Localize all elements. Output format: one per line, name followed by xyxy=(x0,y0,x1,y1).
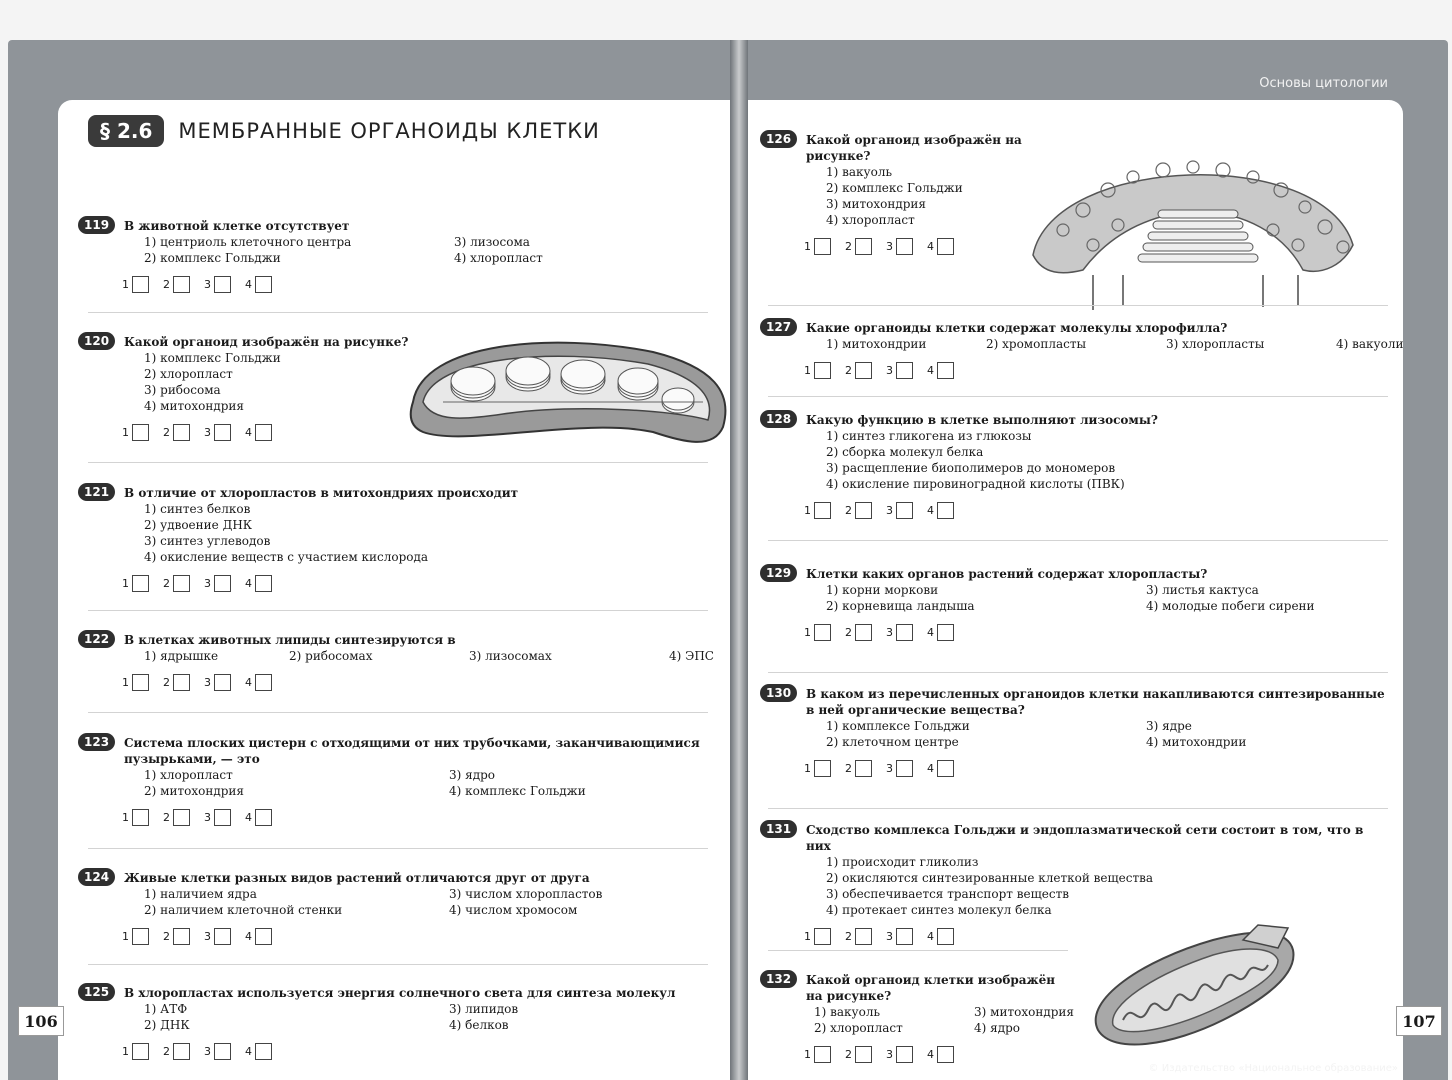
option: 4) вакуоли xyxy=(1336,337,1404,351)
answer-boxes xyxy=(804,502,1390,519)
option: 4) протекает синтез молекул белка xyxy=(826,903,1052,917)
answer-label: 1 xyxy=(122,930,129,943)
answer-label: 1 xyxy=(804,240,811,253)
answer-checkbox-2[interactable] xyxy=(173,1043,190,1060)
answer-label: 4 xyxy=(245,1045,252,1058)
answer-label: 3 xyxy=(204,930,211,943)
divider xyxy=(88,848,708,849)
book-gutter xyxy=(730,40,748,1080)
option: 3) митохондрия xyxy=(974,1005,1074,1019)
answer-boxes xyxy=(804,760,1390,777)
answer-label: 2 xyxy=(845,240,852,253)
option: 3) обеспечивается транспорт веществ xyxy=(826,887,1069,901)
answer-label: 4 xyxy=(245,426,252,439)
question-text: Какую функцию в клетке выполняют лизосомы? xyxy=(806,413,1158,427)
option: 1) центриоль клеточного центра xyxy=(144,235,352,249)
answer-checkbox-4[interactable] xyxy=(255,674,272,691)
option: 3) рибосома xyxy=(144,383,221,397)
question-text: Сходство комплекса Гольджи и эндоплазматической сети состоит в том, что в них xyxy=(806,823,1364,853)
answer-checkbox-3[interactable] xyxy=(214,575,231,592)
option: 3) лизосома xyxy=(454,235,530,249)
question-121 xyxy=(78,485,718,592)
answer-label: 3 xyxy=(886,930,893,943)
answer-label: 4 xyxy=(927,626,934,639)
question-number: 132 xyxy=(760,970,797,988)
answer-checkbox-4[interactable] xyxy=(937,502,954,519)
option: 1) наличием ядра xyxy=(144,887,257,901)
option: 4) белков xyxy=(449,1018,509,1032)
answer-label: 4 xyxy=(927,1048,934,1061)
answer-label: 3 xyxy=(204,426,211,439)
option: 3) хлоропласты xyxy=(1166,337,1265,351)
answer-label: 1 xyxy=(122,811,129,824)
option: 3) числом хлоропластов xyxy=(449,887,603,901)
option: 2) окисляются синтезированные клеткой вещества xyxy=(826,871,1154,885)
option: 4) молодые побеги сирени xyxy=(1146,599,1315,613)
answer-label: 4 xyxy=(245,278,252,291)
option: 4) числом хромосом xyxy=(449,903,578,917)
question-text: Система плоских цистерн с отходящими от них трубочками, заканчивающимися пузырьками, — это xyxy=(124,736,700,766)
answer-boxes xyxy=(804,238,1030,255)
question-text: Клетки каких органов растений содержат хлоропласты? xyxy=(806,567,1208,581)
answer-checkbox-2[interactable] xyxy=(855,362,872,379)
answer-label: 4 xyxy=(927,762,934,775)
divider xyxy=(88,712,708,713)
answer-label: 1 xyxy=(804,504,811,517)
question-number: 130 xyxy=(760,684,797,702)
answer-label: 4 xyxy=(927,930,934,943)
left-page-content xyxy=(58,100,730,1080)
answer-label: 2 xyxy=(845,762,852,775)
answer-boxes xyxy=(122,424,418,441)
answer-boxes xyxy=(122,674,718,691)
question-text: Какой органоид клетки изображён на рисунке? xyxy=(806,973,1056,1003)
divider xyxy=(768,672,1388,673)
option: 2) рибосомах xyxy=(289,649,373,663)
option: 2) удвоение ДНК xyxy=(144,518,253,532)
section-header xyxy=(88,115,600,147)
option: 4) окисление веществ с участием кислорода xyxy=(144,550,429,564)
answer-label: 3 xyxy=(886,626,893,639)
answer-checkbox-3[interactable] xyxy=(896,760,913,777)
answer-checkbox-2[interactable] xyxy=(855,928,872,945)
question-128 xyxy=(760,412,1390,519)
answer-label: 2 xyxy=(845,626,852,639)
answer-checkbox-3[interactable] xyxy=(214,424,231,441)
answer-label: 1 xyxy=(122,1045,129,1058)
answer-label: 3 xyxy=(204,676,211,689)
answer-checkbox-2[interactable] xyxy=(855,760,872,777)
question-number: 124 xyxy=(78,868,115,886)
answer-checkbox-4[interactable] xyxy=(255,1043,272,1060)
question-127 xyxy=(760,320,1404,379)
option: 2) хромопласты xyxy=(986,337,1087,351)
question-number: 126 xyxy=(760,130,797,148)
option: 1) синтез гликогена из глюкозы xyxy=(826,429,1032,443)
answer-label: 2 xyxy=(163,676,170,689)
answer-boxes xyxy=(122,809,718,826)
answer-checkbox-2[interactable] xyxy=(855,502,872,519)
question-126 xyxy=(760,132,1030,255)
answer-checkbox-1[interactable] xyxy=(814,502,831,519)
question-number: 123 xyxy=(78,733,115,751)
answer-label: 3 xyxy=(886,240,893,253)
answer-checkbox-3[interactable] xyxy=(896,1046,913,1063)
answer-checkbox-4[interactable] xyxy=(937,362,954,379)
answer-checkbox-3[interactable] xyxy=(896,624,913,641)
option: 4) митохондрия xyxy=(144,399,244,413)
answer-label: 1 xyxy=(122,278,129,291)
option: 1) АТФ xyxy=(144,1002,188,1016)
option: 2) сборка молекул белка xyxy=(826,445,984,459)
answer-label: 3 xyxy=(204,577,211,590)
publisher-imprint: © Издательство «Национальное образование» xyxy=(1148,1063,1398,1074)
question-number: 131 xyxy=(760,820,797,838)
answer-label: 2 xyxy=(163,577,170,590)
mitochondrion-illustration xyxy=(1083,920,1303,1060)
question-number: 128 xyxy=(760,410,797,428)
option: 3) липидов xyxy=(449,1002,519,1016)
answer-checkbox-2[interactable] xyxy=(173,928,190,945)
answer-checkbox-3[interactable] xyxy=(214,1043,231,1060)
answer-checkbox-4[interactable] xyxy=(937,928,954,945)
divider xyxy=(768,305,1388,306)
divider xyxy=(768,396,1388,397)
page-number: 106 xyxy=(18,1006,64,1036)
question-119 xyxy=(78,218,718,293)
option: 4) хлоропласт xyxy=(826,213,915,227)
option: 4) митохондрии xyxy=(1146,735,1247,749)
option: 2) ДНК xyxy=(144,1018,190,1032)
option: 3) лизосомах xyxy=(469,649,552,663)
answer-checkbox-1[interactable] xyxy=(132,424,149,441)
answer-label: 1 xyxy=(122,577,129,590)
answer-boxes xyxy=(122,575,718,592)
question-text: В отличие от хлоропластов в митохондриях происходит xyxy=(124,486,519,500)
answer-checkbox-4[interactable] xyxy=(937,238,954,255)
answer-label: 1 xyxy=(804,1048,811,1061)
question-text: Какие органоиды клетки содержат молекулы хлорофилла? xyxy=(806,321,1228,335)
option: 3) ядро xyxy=(449,768,495,782)
option: 2) наличием клеточной стенки xyxy=(144,903,343,917)
question-text: Живые клетки разных видов растений отличаются друг от друга xyxy=(124,871,590,885)
section-badge: § 2.6 xyxy=(88,115,164,147)
answer-label: 1 xyxy=(804,762,811,775)
left-page xyxy=(8,40,730,1080)
question-123 xyxy=(78,735,718,826)
answer-label: 4 xyxy=(245,930,252,943)
answer-label: 2 xyxy=(845,930,852,943)
answer-boxes xyxy=(122,928,718,945)
divider xyxy=(88,610,708,611)
option: 2) хлоропласт xyxy=(144,367,233,381)
answer-label: 2 xyxy=(845,364,852,377)
option: 1) вакуоль xyxy=(826,165,892,179)
answer-checkbox-3[interactable] xyxy=(896,928,913,945)
answer-boxes xyxy=(122,1043,718,1060)
question-text: Какой органоид изображён на рисунке? xyxy=(124,335,409,349)
answer-checkbox-3[interactable] xyxy=(896,502,913,519)
answer-label: 2 xyxy=(845,1048,852,1061)
question-number: 121 xyxy=(78,483,115,501)
option: 1) митохондрии xyxy=(826,337,927,351)
divider xyxy=(88,964,708,965)
option: 2) комплекс Гольджи xyxy=(144,251,281,265)
answer-label: 1 xyxy=(804,364,811,377)
answer-checkbox-4[interactable] xyxy=(937,624,954,641)
answer-checkbox-4[interactable] xyxy=(937,760,954,777)
question-number: 127 xyxy=(760,318,797,336)
option: 1) хлоропласт xyxy=(144,768,233,782)
question-130 xyxy=(760,686,1390,777)
divider xyxy=(768,540,1388,541)
answer-checkbox-2[interactable] xyxy=(173,424,190,441)
answer-label: 3 xyxy=(204,1045,211,1058)
question-125 xyxy=(78,985,718,1060)
option: 2) митохондрия xyxy=(144,784,244,798)
question-number: 129 xyxy=(760,564,797,582)
answer-label: 1 xyxy=(122,426,129,439)
answer-checkbox-1[interactable] xyxy=(132,928,149,945)
divider xyxy=(768,950,1068,951)
answer-label: 4 xyxy=(245,577,252,590)
answer-checkbox-2[interactable] xyxy=(855,238,872,255)
answer-checkbox-4[interactable] xyxy=(255,809,272,826)
option: 2) комплекс Гольджи xyxy=(826,181,963,195)
answer-label: 1 xyxy=(804,626,811,639)
question-text: В клетках животных липиды синтезируются в xyxy=(124,633,456,647)
answer-label: 3 xyxy=(204,811,211,824)
option: 3) синтез углеводов xyxy=(144,534,271,548)
question-129 xyxy=(760,566,1390,641)
option: 3) листья кактуса xyxy=(1146,583,1259,597)
answer-checkbox-3[interactable] xyxy=(214,928,231,945)
answer-boxes xyxy=(804,624,1390,641)
page-number: 107 xyxy=(1396,1006,1442,1036)
question-124 xyxy=(78,870,718,945)
answer-checkbox-2[interactable] xyxy=(173,276,190,293)
question-text: В каком из перечисленных органоидов клетки накапливаются синтезированные в ней органические вещества? xyxy=(806,687,1385,717)
answer-checkbox-1[interactable] xyxy=(132,674,149,691)
answer-label: 3 xyxy=(886,762,893,775)
divider xyxy=(768,808,1388,809)
option: 1) комплекс Гольджи xyxy=(144,351,281,365)
answer-checkbox-1[interactable] xyxy=(132,1043,149,1060)
option: 1) комплексе Гольджи xyxy=(826,719,970,733)
answer-checkbox-3[interactable] xyxy=(214,276,231,293)
running-head: Основы цитологии xyxy=(1259,76,1388,91)
question-122 xyxy=(78,632,718,691)
option: 4) ЭПС xyxy=(669,649,714,663)
divider xyxy=(88,312,708,313)
option: 4) хлоропласт xyxy=(454,251,543,265)
option: 2) клеточном центре xyxy=(826,735,959,749)
answer-checkbox-1[interactable] xyxy=(814,624,831,641)
answer-checkbox-1[interactable] xyxy=(132,276,149,293)
answer-checkbox-1[interactable] xyxy=(814,362,831,379)
chloroplast-illustration xyxy=(403,332,730,452)
answer-label: 4 xyxy=(927,240,934,253)
option: 1) корни моркови xyxy=(826,583,939,597)
option: 3) ядре xyxy=(1146,719,1192,733)
section-title: МЕМБРАННЫЕ ОРГАНОИДЫ КЛЕТКИ xyxy=(178,119,600,143)
answer-checkbox-4[interactable] xyxy=(255,424,272,441)
answer-label: 1 xyxy=(804,930,811,943)
answer-label: 3 xyxy=(886,504,893,517)
answer-label: 2 xyxy=(163,278,170,291)
answer-checkbox-4[interactable] xyxy=(255,928,272,945)
answer-label: 3 xyxy=(204,278,211,291)
answer-label: 4 xyxy=(927,364,934,377)
question-number: 120 xyxy=(78,332,115,350)
answer-checkbox-3[interactable] xyxy=(896,238,913,255)
question-number: 119 xyxy=(78,216,115,234)
option: 1) ядрышке xyxy=(144,649,219,663)
answer-label: 1 xyxy=(122,676,129,689)
question-text: Какой органоид изображён на рисунке? xyxy=(806,133,1022,163)
answer-label: 4 xyxy=(245,811,252,824)
answer-checkbox-4[interactable] xyxy=(255,575,272,592)
answer-label: 4 xyxy=(245,676,252,689)
question-text: В животной клетке отсутствует xyxy=(124,219,350,233)
answer-checkbox-2[interactable] xyxy=(173,674,190,691)
answer-label: 2 xyxy=(163,811,170,824)
answer-boxes xyxy=(122,276,718,293)
answer-boxes xyxy=(804,1046,1090,1063)
divider xyxy=(88,462,708,463)
option: 2) корневища ландыша xyxy=(826,599,975,613)
right-page xyxy=(748,40,1448,1080)
answer-checkbox-4[interactable] xyxy=(255,276,272,293)
answer-checkbox-4[interactable] xyxy=(937,1046,954,1063)
question-text: В хлоропластах используется энергия солнечного света для синтеза молекул xyxy=(124,986,676,1000)
answer-checkbox-1[interactable] xyxy=(814,928,831,945)
answer-label: 3 xyxy=(886,364,893,377)
question-120 xyxy=(78,334,418,441)
option: 4) окисление пировиноградной кислоты (ПВК) xyxy=(826,477,1125,491)
question-number: 122 xyxy=(78,630,115,648)
option: 1) происходит гликолиз xyxy=(826,855,979,869)
answer-checkbox-3[interactable] xyxy=(214,809,231,826)
answer-label: 2 xyxy=(163,930,170,943)
right-page-content xyxy=(748,100,1403,1080)
answer-checkbox-2[interactable] xyxy=(173,809,190,826)
answer-checkbox-1[interactable] xyxy=(132,575,149,592)
answer-checkbox-1[interactable] xyxy=(814,238,831,255)
answer-checkbox-1[interactable] xyxy=(814,760,831,777)
question-number: 125 xyxy=(78,983,115,1001)
answer-checkbox-3[interactable] xyxy=(896,362,913,379)
answer-label: 4 xyxy=(927,504,934,517)
question-132 xyxy=(760,972,1090,1063)
answer-label: 2 xyxy=(845,504,852,517)
answer-label: 2 xyxy=(163,1045,170,1058)
option: 4) комплекс Гольджи xyxy=(449,784,586,798)
answer-label: 2 xyxy=(163,426,170,439)
option: 2) хлоропласт xyxy=(814,1021,903,1035)
answer-checkbox-2[interactable] xyxy=(855,624,872,641)
answer-boxes xyxy=(804,362,1390,379)
answer-checkbox-2[interactable] xyxy=(173,575,190,592)
option: 3) расщепление биополимеров до мономеров xyxy=(826,461,1116,475)
answer-checkbox-1[interactable] xyxy=(814,1046,831,1063)
option: 4) ядро xyxy=(974,1021,1020,1035)
answer-checkbox-2[interactable] xyxy=(855,1046,872,1063)
option: 3) митохондрия xyxy=(826,197,926,211)
answer-label: 3 xyxy=(886,1048,893,1061)
answer-checkbox-1[interactable] xyxy=(132,809,149,826)
option: 1) вакуоль xyxy=(814,1005,880,1019)
option: 1) синтез белков xyxy=(144,502,251,516)
answer-checkbox-3[interactable] xyxy=(214,674,231,691)
golgi-illustration xyxy=(1023,135,1363,315)
